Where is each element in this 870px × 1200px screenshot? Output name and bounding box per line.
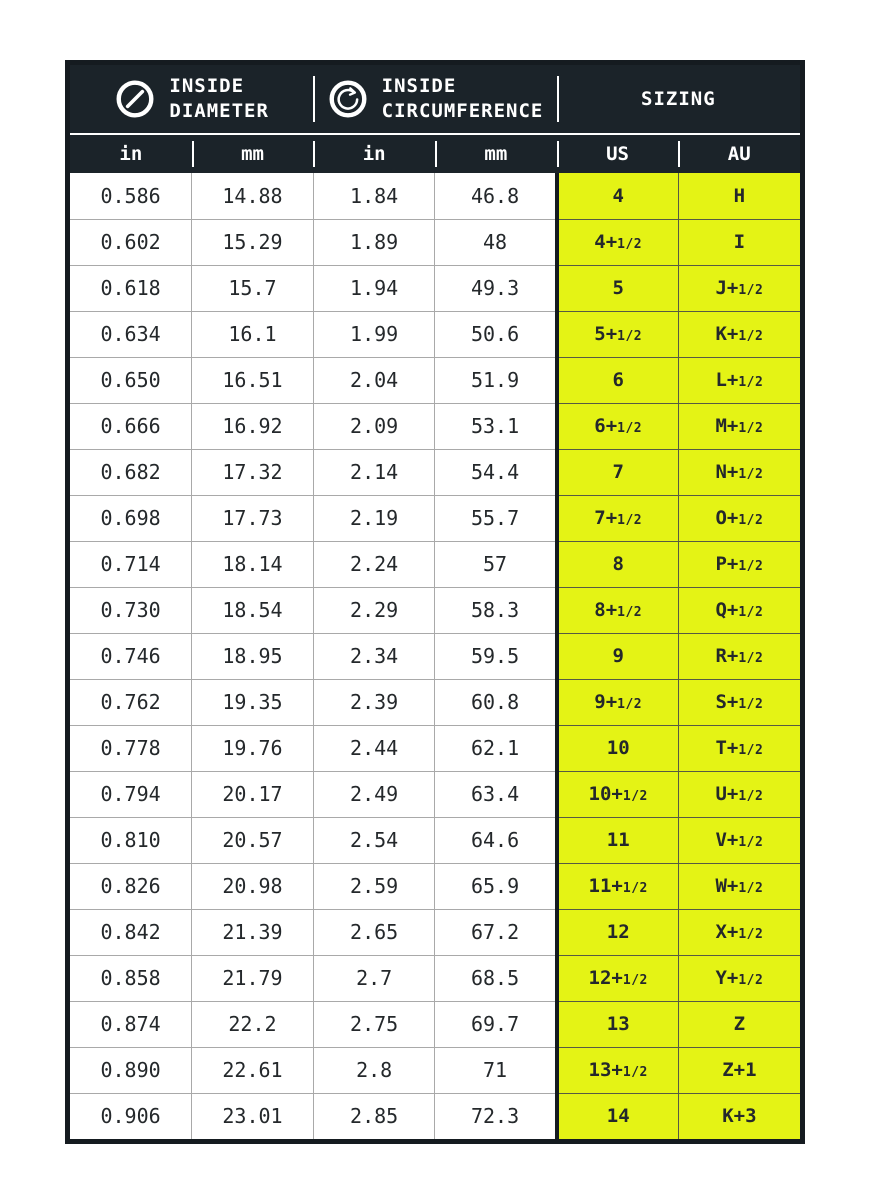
us-size-cell: 7+1/2	[557, 495, 679, 541]
diameter-mm-cell: 21.79	[192, 955, 314, 1001]
half-fraction: 1/2	[738, 467, 764, 482]
au-size-cell: J+1/2	[678, 265, 800, 311]
circumference-mm-cell: 49.3	[435, 265, 557, 311]
us-size-cell: 9	[557, 633, 679, 679]
half-fraction: 1/2	[617, 513, 643, 528]
subheader-diameter-in: in	[119, 143, 143, 165]
half-fraction: 1/2	[738, 835, 764, 850]
au-size-cell: U+1/2	[678, 771, 800, 817]
diameter-in-cell: 0.602	[70, 219, 192, 265]
us-size-cell: 12+1/2	[557, 955, 679, 1001]
au-size-cell: Q+1/2	[678, 587, 800, 633]
au-size-cell: O+1/2	[678, 495, 800, 541]
table-row	[70, 725, 800, 771]
circumference-mm-cell: 53.1	[435, 403, 557, 449]
diameter-mm-cell: 21.39	[192, 909, 314, 955]
half-fraction: 1/2	[617, 329, 643, 344]
diameter-in-cell: 0.634	[70, 311, 192, 357]
header-sizing-label: SIZING	[641, 87, 716, 110]
circumference-in-cell: 1.84	[313, 173, 435, 219]
circumference-in-cell: 2.14	[313, 449, 435, 495]
header-divider	[313, 76, 315, 122]
half-fraction: 1/2	[622, 973, 648, 988]
circumference-mm-cell: 54.4	[435, 449, 557, 495]
circumference-mm-cell: 71	[435, 1047, 557, 1093]
diameter-in-cell: 0.618	[70, 265, 192, 311]
table-subheader	[70, 135, 800, 173]
us-size-cell: 8	[557, 541, 679, 587]
circumference-mm-cell: 67.2	[435, 909, 557, 955]
header-divider	[557, 76, 559, 122]
table-row	[70, 1093, 800, 1139]
us-size-cell: 10	[557, 725, 679, 771]
diameter-in-cell: 0.874	[70, 1001, 192, 1047]
diameter-in-cell: 0.890	[70, 1047, 192, 1093]
au-size-cell: K+1/2	[678, 311, 800, 357]
circumference-mm-cell: 55.7	[435, 495, 557, 541]
circumference-icon	[327, 78, 369, 120]
diameter-mm-cell: 18.95	[192, 633, 314, 679]
circumference-in-cell: 2.34	[313, 633, 435, 679]
circumference-mm-cell: 62.1	[435, 725, 557, 771]
half-fraction: 1/2	[738, 421, 764, 436]
table-row	[70, 311, 800, 357]
diameter-in-cell: 0.858	[70, 955, 192, 1001]
table-body	[70, 173, 800, 1139]
au-size-cell: P+1/2	[678, 541, 800, 587]
circumference-mm-cell: 59.5	[435, 633, 557, 679]
header-inside-circumference	[313, 74, 556, 123]
diameter-mm-cell: 18.14	[192, 541, 314, 587]
diameter-in-cell: 0.842	[70, 909, 192, 955]
half-fraction: 1/2	[738, 743, 764, 758]
half-fraction: 1/2	[622, 881, 648, 896]
au-size-cell: L+1/2	[678, 357, 800, 403]
table-row	[70, 771, 800, 817]
half-fraction: 1/2	[617, 697, 643, 712]
subheader-au-size: AU	[727, 143, 751, 165]
ring-size-table	[70, 173, 800, 1139]
us-size-cell: 8+1/2	[557, 587, 679, 633]
diameter-mm-cell: 20.57	[192, 817, 314, 863]
table-row	[70, 173, 800, 219]
au-size-cell: N+1/2	[678, 449, 800, 495]
half-fraction: 1/2	[738, 881, 764, 896]
circumference-in-cell: 2.65	[313, 909, 435, 955]
circumference-mm-cell: 58.3	[435, 587, 557, 633]
au-size-cell: H	[678, 173, 800, 219]
subheader-divider	[557, 141, 559, 167]
half-fraction: 1/2	[617, 237, 643, 252]
us-size-cell: 13+1/2	[557, 1047, 679, 1093]
diameter-mm-cell: 20.98	[192, 863, 314, 909]
subheader-divider	[678, 141, 680, 167]
circumference-in-cell: 2.59	[313, 863, 435, 909]
us-size-cell: 13	[557, 1001, 679, 1047]
table-row	[70, 955, 800, 1001]
us-size-cell: 11	[557, 817, 679, 863]
half-fraction: 1/2	[738, 375, 764, 390]
half-fraction: 1/2	[738, 329, 764, 344]
half-fraction: 1/2	[738, 973, 764, 988]
circumference-in-cell: 2.09	[313, 403, 435, 449]
circumference-mm-cell: 72.3	[435, 1093, 557, 1139]
us-size-cell: 4+1/2	[557, 219, 679, 265]
table-row	[70, 863, 800, 909]
diameter-mm-cell: 19.76	[192, 725, 314, 771]
circumference-in-cell: 1.94	[313, 265, 435, 311]
us-size-cell: 11+1/2	[557, 863, 679, 909]
circumference-in-cell: 2.24	[313, 541, 435, 587]
us-size-cell: 6+1/2	[557, 403, 679, 449]
subheader-divider	[435, 141, 437, 167]
table-row	[70, 449, 800, 495]
circumference-mm-cell: 64.6	[435, 817, 557, 863]
table-row	[70, 633, 800, 679]
diameter-in-cell: 0.778	[70, 725, 192, 771]
diameter-in-cell: 0.810	[70, 817, 192, 863]
diameter-mm-cell: 15.7	[192, 265, 314, 311]
subheader-divider	[313, 141, 315, 167]
diameter-mm-cell: 16.1	[192, 311, 314, 357]
table-row	[70, 909, 800, 955]
subheader-us-size: US	[606, 143, 629, 165]
diameter-in-cell: 0.714	[70, 541, 192, 587]
subheader-divider	[192, 141, 194, 167]
half-fraction: 1/2	[738, 513, 764, 528]
circumference-mm-cell: 63.4	[435, 771, 557, 817]
circumference-mm-cell: 48	[435, 219, 557, 265]
diameter-mm-cell: 18.54	[192, 587, 314, 633]
au-size-cell: T+1/2	[678, 725, 800, 771]
diameter-in-cell: 0.762	[70, 679, 192, 725]
diameter-in-cell: 0.586	[70, 173, 192, 219]
table-row	[70, 403, 800, 449]
diameter-mm-cell: 19.35	[192, 679, 314, 725]
diameter-mm-cell: 20.17	[192, 771, 314, 817]
table-row	[70, 817, 800, 863]
circumference-in-cell: 1.99	[313, 311, 435, 357]
diameter-in-cell: 0.650	[70, 357, 192, 403]
au-size-cell: Z	[678, 1001, 800, 1047]
au-size-cell: S+1/2	[678, 679, 800, 725]
au-size-cell: I	[678, 219, 800, 265]
circumference-in-cell: 2.44	[313, 725, 435, 771]
circumference-mm-cell: 50.6	[435, 311, 557, 357]
subheader-circumference-in: in	[362, 143, 386, 165]
circumference-in-cell: 2.29	[313, 587, 435, 633]
diameter-in-cell: 0.682	[70, 449, 192, 495]
table-row	[70, 541, 800, 587]
circumference-mm-cell: 51.9	[435, 357, 557, 403]
au-size-cell: K+3	[678, 1093, 800, 1139]
table-row	[70, 357, 800, 403]
circumference-in-cell: 2.39	[313, 679, 435, 725]
half-fraction: 1/2	[738, 605, 764, 620]
us-size-cell: 10+1/2	[557, 771, 679, 817]
diameter-icon	[114, 78, 156, 120]
us-size-cell: 6	[557, 357, 679, 403]
circumference-in-cell: 2.49	[313, 771, 435, 817]
circumference-in-cell: 2.19	[313, 495, 435, 541]
table-row	[70, 679, 800, 725]
half-fraction: 1/2	[617, 421, 643, 436]
us-size-cell: 5+1/2	[557, 311, 679, 357]
table-row	[70, 265, 800, 311]
table-row	[70, 587, 800, 633]
diameter-in-cell: 0.730	[70, 587, 192, 633]
ring-size-chart	[65, 60, 805, 1144]
table-row	[70, 1047, 800, 1093]
circumference-in-cell: 2.7	[313, 955, 435, 1001]
diameter-mm-cell: 15.29	[192, 219, 314, 265]
table-header-groups	[70, 65, 800, 135]
header-sizing	[557, 87, 800, 112]
half-fraction: 1/2	[617, 605, 643, 620]
circumference-in-cell: 2.04	[313, 357, 435, 403]
diameter-in-cell: 0.794	[70, 771, 192, 817]
circumference-mm-cell: 57	[435, 541, 557, 587]
diameter-mm-cell: 17.32	[192, 449, 314, 495]
diameter-in-cell: 0.906	[70, 1093, 192, 1139]
half-fraction: 1/2	[738, 651, 764, 666]
diameter-mm-cell: 17.73	[192, 495, 314, 541]
us-size-cell: 5	[557, 265, 679, 311]
diameter-mm-cell: 23.01	[192, 1093, 314, 1139]
diameter-mm-cell: 22.61	[192, 1047, 314, 1093]
au-size-cell: Z+1	[678, 1047, 800, 1093]
circumference-in-cell: 2.85	[313, 1093, 435, 1139]
au-size-cell: M+1/2	[678, 403, 800, 449]
circumference-mm-cell: 65.9	[435, 863, 557, 909]
circumference-mm-cell: 46.8	[435, 173, 557, 219]
table-row	[70, 219, 800, 265]
half-fraction: 1/2	[622, 789, 648, 804]
subheader-circumference-mm: mm	[484, 143, 508, 165]
circumference-in-cell: 1.89	[313, 219, 435, 265]
table-row	[70, 495, 800, 541]
circumference-mm-cell: 68.5	[435, 955, 557, 1001]
half-fraction: 1/2	[622, 1065, 648, 1080]
au-size-cell: Y+1/2	[678, 955, 800, 1001]
circumference-mm-cell: 60.8	[435, 679, 557, 725]
header-inside-circumference-label: INSIDE CIRCUMFERENCE	[381, 75, 544, 122]
us-size-cell: 14	[557, 1093, 679, 1139]
au-size-cell: W+1/2	[678, 863, 800, 909]
diameter-mm-cell: 22.2	[192, 1001, 314, 1047]
au-size-cell: X+1/2	[678, 909, 800, 955]
diameter-in-cell: 0.698	[70, 495, 192, 541]
diameter-in-cell: 0.826	[70, 863, 192, 909]
us-size-cell: 7	[557, 449, 679, 495]
half-fraction: 1/2	[738, 927, 764, 942]
au-size-cell: R+1/2	[678, 633, 800, 679]
table-row	[70, 1001, 800, 1047]
au-size-cell: V+1/2	[678, 817, 800, 863]
half-fraction: 1/2	[738, 697, 764, 712]
circumference-mm-cell: 69.7	[435, 1001, 557, 1047]
diameter-in-cell: 0.746	[70, 633, 192, 679]
us-size-cell: 9+1/2	[557, 679, 679, 725]
circumference-in-cell: 2.75	[313, 1001, 435, 1047]
diameter-mm-cell: 16.51	[192, 357, 314, 403]
diameter-in-cell: 0.666	[70, 403, 192, 449]
diameter-mm-cell: 16.92	[192, 403, 314, 449]
circumference-in-cell: 2.54	[313, 817, 435, 863]
subheader-diameter-mm: mm	[241, 143, 264, 165]
us-size-cell: 4	[557, 173, 679, 219]
half-fraction: 1/2	[738, 283, 764, 298]
header-inside-diameter	[70, 74, 313, 123]
circumference-in-cell: 2.8	[313, 1047, 435, 1093]
diameter-mm-cell: 14.88	[192, 173, 314, 219]
header-inside-diameter-label: INSIDE DIAMETER	[169, 75, 269, 122]
half-fraction: 1/2	[738, 789, 764, 804]
half-fraction: 1/2	[738, 559, 764, 574]
us-size-cell: 12	[557, 909, 679, 955]
